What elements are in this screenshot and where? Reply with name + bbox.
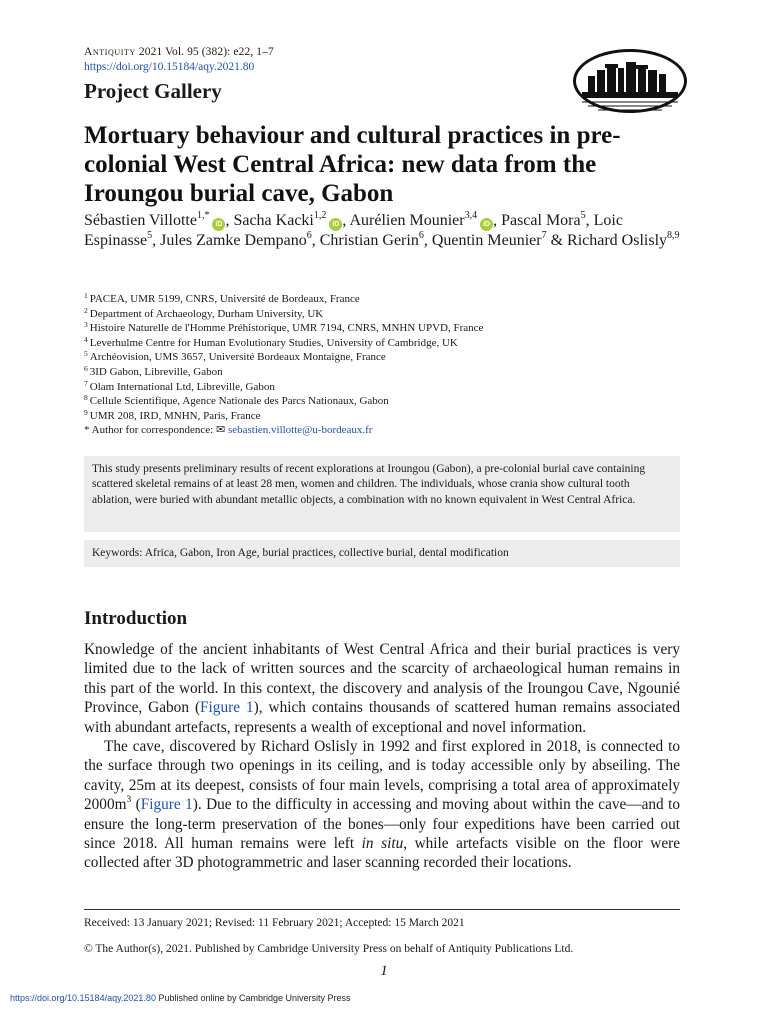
orcid-icon[interactable]: iD bbox=[212, 218, 225, 231]
text-run: The cave, discovered by Richard Oslisly in 1992 and first explored in 2018, is connected to the surface through two openings in its ceiling, and is today accessible only by abseiling. The cavity, 25m at its deepest, consists of four main levels, comprising a total area of approximately 2000m bbox=[84, 738, 680, 814]
affiliation-number: 1 bbox=[84, 291, 88, 300]
affiliation-text: Cellule Scientifique, Agence Nationale des Parcs Nationaux, Gabon bbox=[89, 395, 389, 408]
affiliation-item bbox=[84, 336, 704, 351]
section-label: Project Gallery bbox=[84, 79, 222, 103]
author-list bbox=[84, 211, 694, 251]
text-run: , while artefacts visible on the floor were collected after 3D photogrammetric and laser scanning recorded their locations. bbox=[84, 835, 680, 872]
affiliation-text: Department of Archaeology, Durham University, UK bbox=[89, 307, 324, 320]
keywords: Keywords: Africa, Gabon, Iron Age, burial practices, collective burial, dental modification bbox=[84, 540, 680, 567]
body-text bbox=[84, 640, 680, 873]
footer-published-text: Published online by Cambridge University Press bbox=[155, 993, 351, 1003]
author-name: Jules Zamke Dempano bbox=[160, 232, 307, 249]
text-run: ). Due to the difficulty in accessing and moving about within the cave—and to ensure the long-term preservation of the bones—only four expeditions have been carried out since 2018. All human remains were left bbox=[84, 796, 680, 853]
author-name: Loic Espinasse bbox=[84, 212, 623, 249]
author-affiliation-mark: 6 bbox=[418, 230, 424, 241]
affiliation-item bbox=[84, 350, 704, 365]
received-dates: Received: 13 January 2021; Revised: 11 February 2021; Accepted: 15 March 2021 bbox=[84, 917, 465, 929]
affiliation-item bbox=[84, 409, 704, 424]
author-name: Pascal Mora bbox=[501, 212, 581, 229]
affiliation-text: UMR 208, IRD, MNHN, Paris, France bbox=[89, 409, 261, 422]
author-affiliation-mark: 8,9 bbox=[667, 230, 680, 241]
author-affiliation-mark: 6 bbox=[306, 230, 312, 241]
publisher-footer bbox=[10, 993, 351, 1003]
superscript: 3 bbox=[126, 795, 132, 806]
orcid-icon[interactable]: iD bbox=[329, 218, 342, 231]
figure-link[interactable]: Figure 1 bbox=[200, 699, 254, 717]
affiliations bbox=[84, 292, 704, 438]
affiliation-text: Leverhulme Centre for Human Evolutionary Studies, University of Cambridge, UK bbox=[89, 336, 458, 349]
affiliation-text: PACEA, UMR 5199, CNRS, Université de Bordeaux, France bbox=[89, 293, 360, 305]
author-affiliation-mark: 1,2 bbox=[313, 210, 327, 221]
affiliation-text: Archéovision, UMS 3657, Université Bordeaux Montaigne, France bbox=[89, 351, 386, 364]
author bbox=[551, 232, 680, 249]
footer-divider bbox=[84, 909, 680, 910]
doi-link[interactable]: https://doi.org/10.15184/aqy.2021.80 bbox=[84, 61, 255, 73]
abstract: This study presents preliminary results of recent explorations at Iroungou (Gabon), a pre-colonial burial cave containing scattered skeletal remains of at least 28 men, women and children. The individuals, whose crania show cultural tooth ablation, were buried with abundant metallic objects, a combination with no known equivalent in West Central Africa. bbox=[84, 456, 680, 532]
author-name: & Richard Oslisly bbox=[550, 232, 668, 249]
journal-citation bbox=[84, 46, 274, 58]
figure-link[interactable]: Figure 1 bbox=[140, 796, 193, 814]
author-separator: , bbox=[152, 232, 161, 249]
author-separator: , bbox=[342, 212, 350, 229]
affiliation-text: Olam International Ltd, Libreville, Gabon bbox=[89, 380, 275, 393]
author bbox=[432, 232, 551, 249]
journal-name: Antiquity bbox=[84, 46, 136, 58]
text-run: Knowledge of the ancient inhabitants of West Central Africa and their burial practices is very limited due to the lack of written sources and the scarcity of archaeological human remains in this part of the world. In this context, the discovery and analysis of the Iroungou Cave, Ngounié Province, Gabon ( bbox=[84, 641, 680, 717]
correspondence-line bbox=[84, 423, 704, 438]
italic-term: in situ bbox=[361, 835, 404, 853]
section-heading: Introduction bbox=[84, 608, 188, 629]
author-separator: , bbox=[225, 212, 234, 229]
journal-volume: 2021 Vol. 95 (382): e22, 1–7 bbox=[135, 46, 274, 58]
affiliation-item bbox=[84, 307, 704, 322]
affiliation-number: 9 bbox=[84, 407, 88, 417]
affiliation-number: 8 bbox=[84, 393, 88, 403]
author-separator: , bbox=[493, 212, 502, 229]
affiliation-item bbox=[84, 365, 704, 380]
affiliation-number: 3 bbox=[84, 320, 88, 330]
copyright-notice: © The Author(s), 2021. Published by Cambridge University Press on behalf of Antiquity Publications Ltd. bbox=[84, 943, 574, 955]
affiliation-item bbox=[84, 394, 704, 409]
author-separator: , bbox=[423, 232, 432, 249]
orcid-icon[interactable]: iD bbox=[480, 218, 493, 231]
author bbox=[160, 232, 320, 249]
affiliation-number: 2 bbox=[84, 305, 88, 315]
author-name: Aurélien Mounier bbox=[349, 212, 465, 229]
author bbox=[501, 212, 594, 229]
affiliation-text: 3ID Gabon, Libreville, Gabon bbox=[89, 365, 223, 378]
author-separator: , bbox=[311, 232, 320, 249]
text-run: ), which contains thousands of scattered human remains associated with abundant artefacts, represents a wealth of exceptional and novel information. bbox=[84, 699, 680, 736]
affiliation-item bbox=[84, 292, 704, 307]
affiliation-number: 4 bbox=[84, 334, 88, 344]
text-run: ( bbox=[131, 796, 141, 814]
author-affiliation-mark: 5 bbox=[580, 210, 586, 221]
antiquity-logo bbox=[572, 48, 688, 114]
author-affiliation-mark: 3,4 bbox=[464, 210, 478, 221]
affiliation-text: Histoire Naturelle de l'Homme Préhistorique, UMR 7194, CNRS, MNHN UPVD, France bbox=[89, 322, 484, 335]
affiliation-number: 7 bbox=[84, 378, 88, 388]
author-affiliation-mark: 1,* bbox=[196, 210, 210, 221]
author bbox=[349, 212, 501, 229]
author bbox=[233, 212, 349, 229]
author bbox=[320, 232, 432, 249]
author-affiliation-mark: 7 bbox=[541, 230, 547, 241]
page-number: 1 bbox=[380, 963, 388, 979]
author-affiliation-mark: 5 bbox=[147, 230, 153, 241]
author-name: Sacha Kacki bbox=[233, 212, 314, 229]
article-title: Mortuary behaviour and cultural practices in pre-colonial West Central Africa: new data from the Iroungou burial cave, Gabon bbox=[84, 122, 621, 207]
author-name: Christian Gerin bbox=[319, 232, 419, 249]
footer-doi-link[interactable]: https://doi.org/10.15184/aqy.2021.80 bbox=[10, 993, 156, 1003]
author-separator: , bbox=[585, 212, 594, 229]
affiliation-number: 5 bbox=[84, 349, 88, 359]
author bbox=[84, 212, 233, 229]
author-name: Quentin Meunier bbox=[431, 232, 542, 249]
correspondence-email-link[interactable]: sebastien.villotte@u-bordeaux.fr bbox=[227, 424, 373, 437]
affiliation-number: 6 bbox=[84, 363, 88, 373]
affiliation-item bbox=[84, 380, 704, 395]
correspondence-label: * Author for correspondence: ✉ bbox=[84, 424, 228, 437]
affiliation-item bbox=[84, 321, 704, 336]
author-name: Sébastien Villotte bbox=[84, 212, 197, 229]
paragraph-2 bbox=[84, 737, 680, 873]
paragraph-1 bbox=[84, 640, 680, 737]
